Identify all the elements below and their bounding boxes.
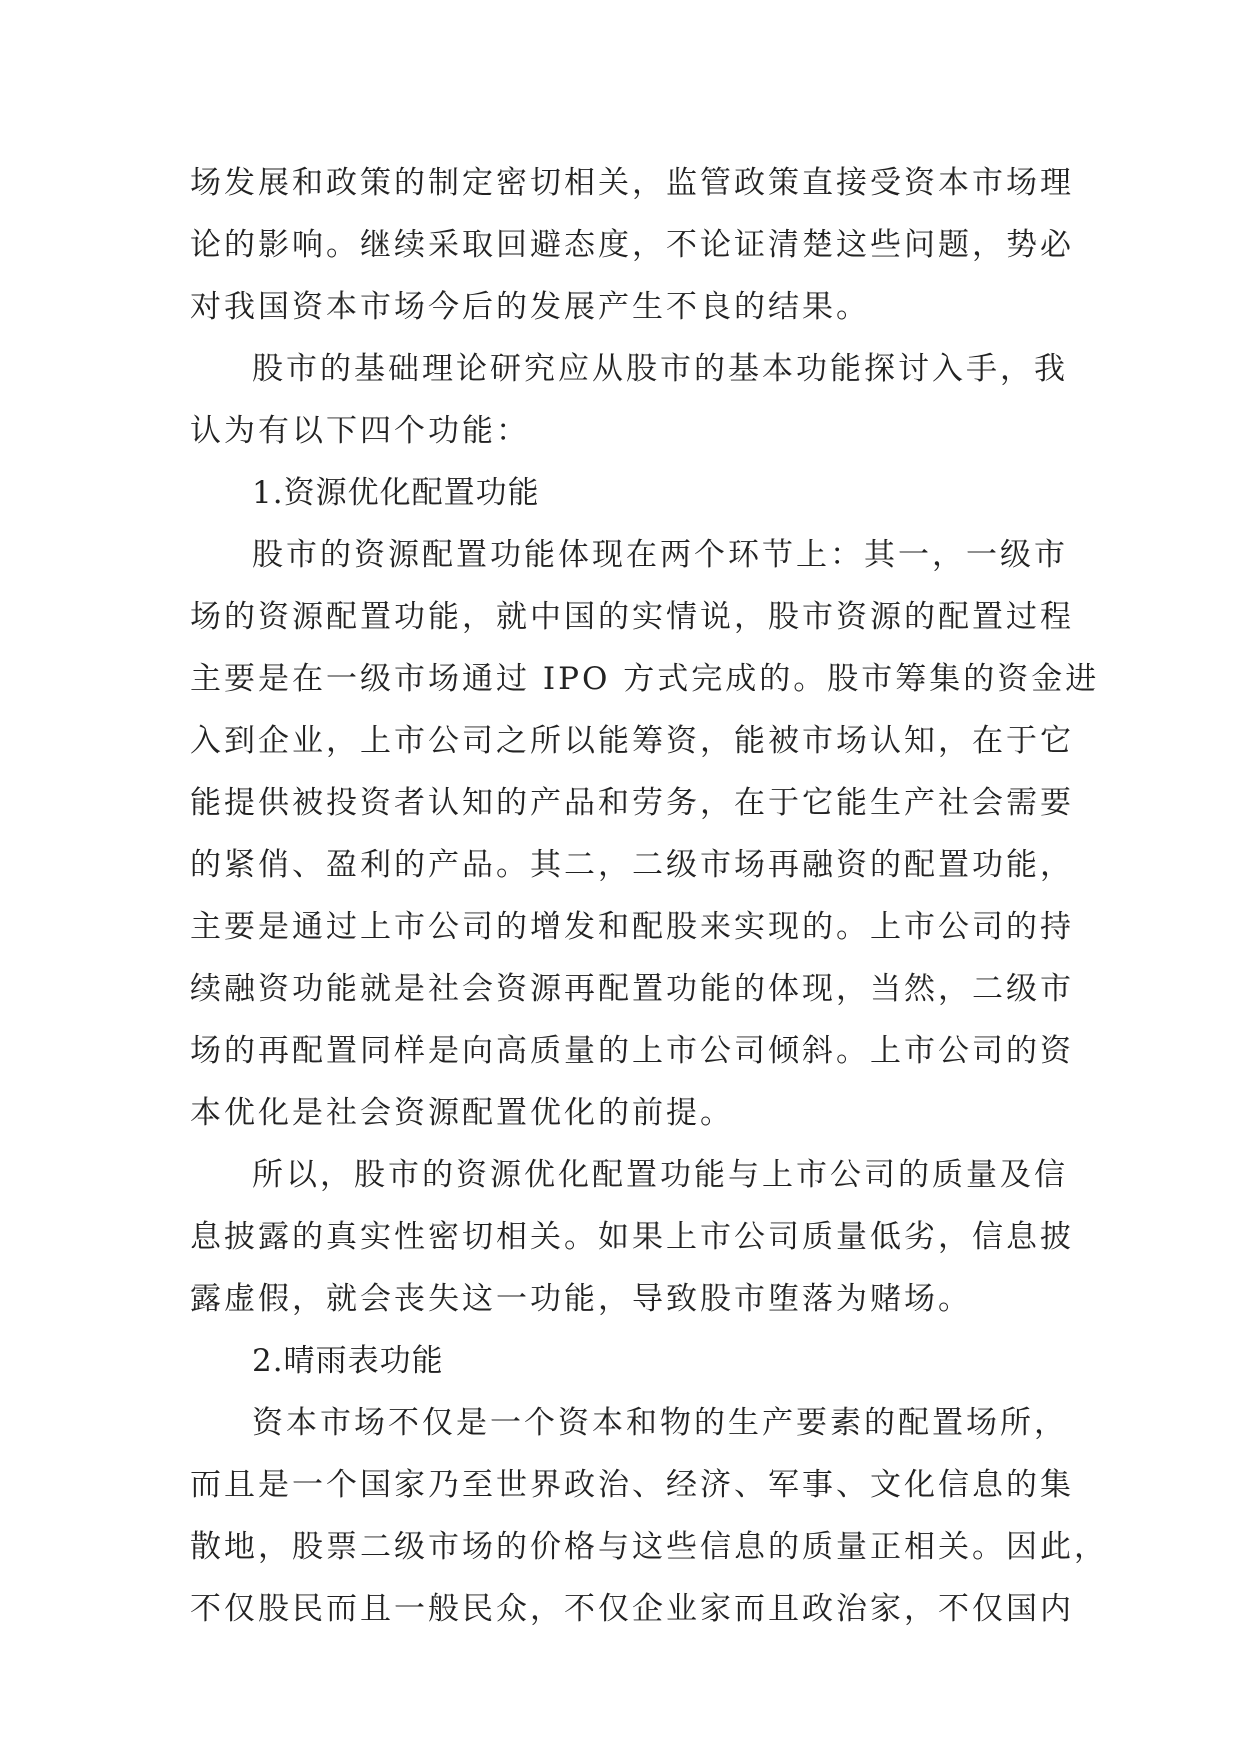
text-line: 场的再配置同样是向高质量的上市公司倾斜。上市公司的资 xyxy=(190,1033,1074,1069)
text-line: 对我国资本市场今后的发展产生不良的结果。 xyxy=(190,289,870,325)
section-heading-2: 2.晴雨表功能 xyxy=(252,1343,444,1379)
text-line: 息披露的真实性密切相关。如果上市公司质量低劣，信息披 xyxy=(190,1219,1074,1255)
text-line: 续融资功能就是社会资源再配置功能的体现，当然，二级市 xyxy=(190,971,1074,1007)
text-line: 不仅股民而且一般民众，不仅企业家而且政治家，不仅国内 xyxy=(190,1591,1074,1627)
text-line: 入到企业，上市公司之所以能筹资，能被市场认知，在于它 xyxy=(190,723,1074,759)
text-line: 主要是在一级市场通过 IPO 方式完成的。股市筹集的资金进 xyxy=(190,661,1100,697)
text-line: 主要是通过上市公司的增发和配股来实现的。上市公司的持 xyxy=(190,909,1074,945)
text-line: 股市的资源配置功能体现在两个环节上：其一，一级市 xyxy=(252,537,1068,573)
text-line: 的紧俏、盈利的产品。其二，二级市场再融资的配置功能， xyxy=(190,847,1074,883)
text-line: 场的资源配置功能，就中国的实情说，股市资源的配置过程 xyxy=(190,599,1074,635)
text-line: 所以，股市的资源优化配置功能与上市公司的质量及信 xyxy=(252,1157,1068,1193)
text-line: 资本市场不仅是一个资本和物的生产要素的配置场所， xyxy=(252,1405,1068,1441)
text-line: 露虚假，就会丧失这一功能，导致股市堕落为赌场。 xyxy=(190,1281,972,1317)
text-line: 场发展和政策的制定密切相关，监管政策直接受资本市场理 xyxy=(190,165,1074,201)
text-line: 而且是一个国家乃至世界政治、经济、军事、文化信息的集 xyxy=(190,1467,1074,1503)
text-line: 论的影响。继续采取回避态度，不论证清楚这些问题，势必 xyxy=(190,227,1074,263)
section-heading-1: 1.资源优化配置功能 xyxy=(252,475,540,511)
body-text xyxy=(190,152,1108,1640)
text-line: 散地，股票二级市场的价格与这些信息的质量正相关。因此， xyxy=(190,1529,1108,1565)
text-line: 股市的基础理论研究应从股市的基本功能探讨入手，我 xyxy=(252,351,1068,387)
text-line: 本优化是社会资源配置优化的前提。 xyxy=(190,1095,734,1131)
text-line: 能提供被投资者认知的产品和劳务，在于它能生产社会需要 xyxy=(190,785,1074,821)
text-line: 认为有以下四个功能： xyxy=(190,413,530,449)
